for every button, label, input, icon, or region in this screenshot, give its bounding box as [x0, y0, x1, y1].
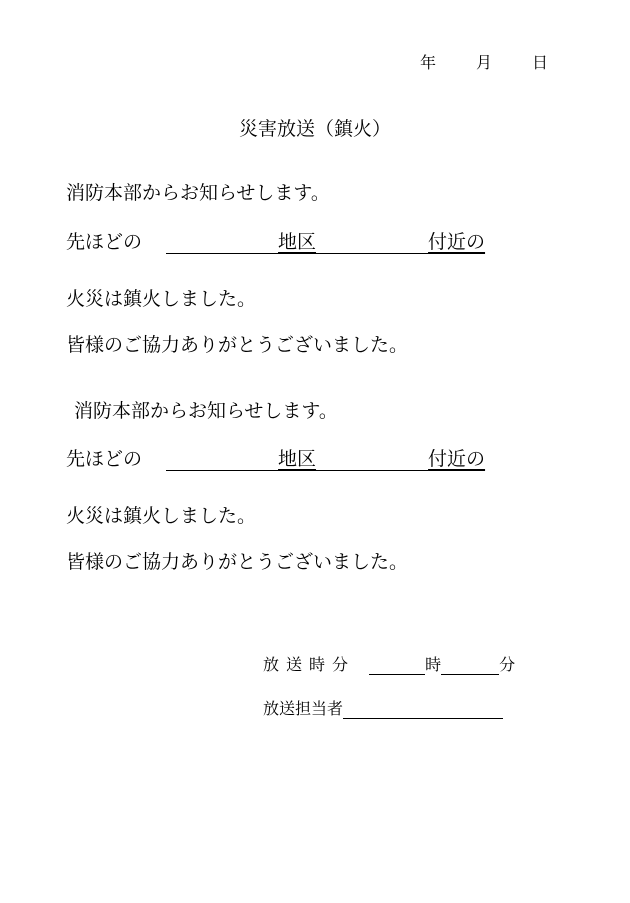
- announcement-1-prefix: 先ほどの: [66, 231, 143, 253]
- day-label: 日: [532, 53, 549, 72]
- broadcast-time-row: [263, 652, 515, 675]
- minute-unit: 分: [499, 655, 516, 674]
- announcement-2-area: 地区: [278, 448, 317, 470]
- announcement-1-line-3: 火災は鎮火しました。: [66, 288, 257, 310]
- announcement-1-blank-1: [166, 231, 278, 254]
- date-line: [420, 50, 548, 73]
- announcement-1-blank-2: [316, 231, 428, 254]
- announcement-1-line-1: 消防本部からお知らせします。: [66, 182, 330, 204]
- announcement-1-suffix: 付近の: [428, 231, 486, 253]
- label-char-4: 分: [332, 655, 349, 674]
- label-char-3: 時: [309, 655, 326, 674]
- month-label: 月: [476, 53, 493, 72]
- announcement-1-area: 地区: [278, 231, 317, 253]
- year-label: 年: [420, 53, 437, 72]
- document-title: 災害放送（鎮火）: [238, 118, 391, 140]
- broadcast-person-row: [263, 696, 503, 719]
- hour-blank: [369, 656, 425, 675]
- announcement-2-suffix: 付近の: [428, 448, 486, 470]
- broadcast-time-label: [263, 655, 355, 674]
- announcement-2-line-3: 火災は鎮火しました。: [66, 505, 257, 527]
- announcement-1-line-2: [66, 227, 485, 254]
- broadcast-person-blank: [343, 700, 503, 719]
- label-char-2: 送: [286, 655, 303, 674]
- hour-unit: 時: [425, 655, 442, 674]
- announcement-1-line-4: 皆様のご協力ありがとうございました。: [66, 334, 409, 356]
- announcement-2-blank-1: [166, 448, 278, 471]
- announcement-2-line-1: 消防本部からお知らせします。: [74, 400, 338, 422]
- minute-blank: [441, 656, 499, 675]
- announcement-2-blank-2: [316, 448, 428, 471]
- broadcast-person-label: 放送担当者: [263, 699, 344, 718]
- label-char-1: 放: [263, 655, 280, 674]
- announcement-2-line-2: [66, 444, 485, 471]
- announcement-2-prefix: 先ほどの: [66, 448, 143, 470]
- announcement-2-line-4: 皆様のご協力ありがとうございました。: [66, 551, 409, 573]
